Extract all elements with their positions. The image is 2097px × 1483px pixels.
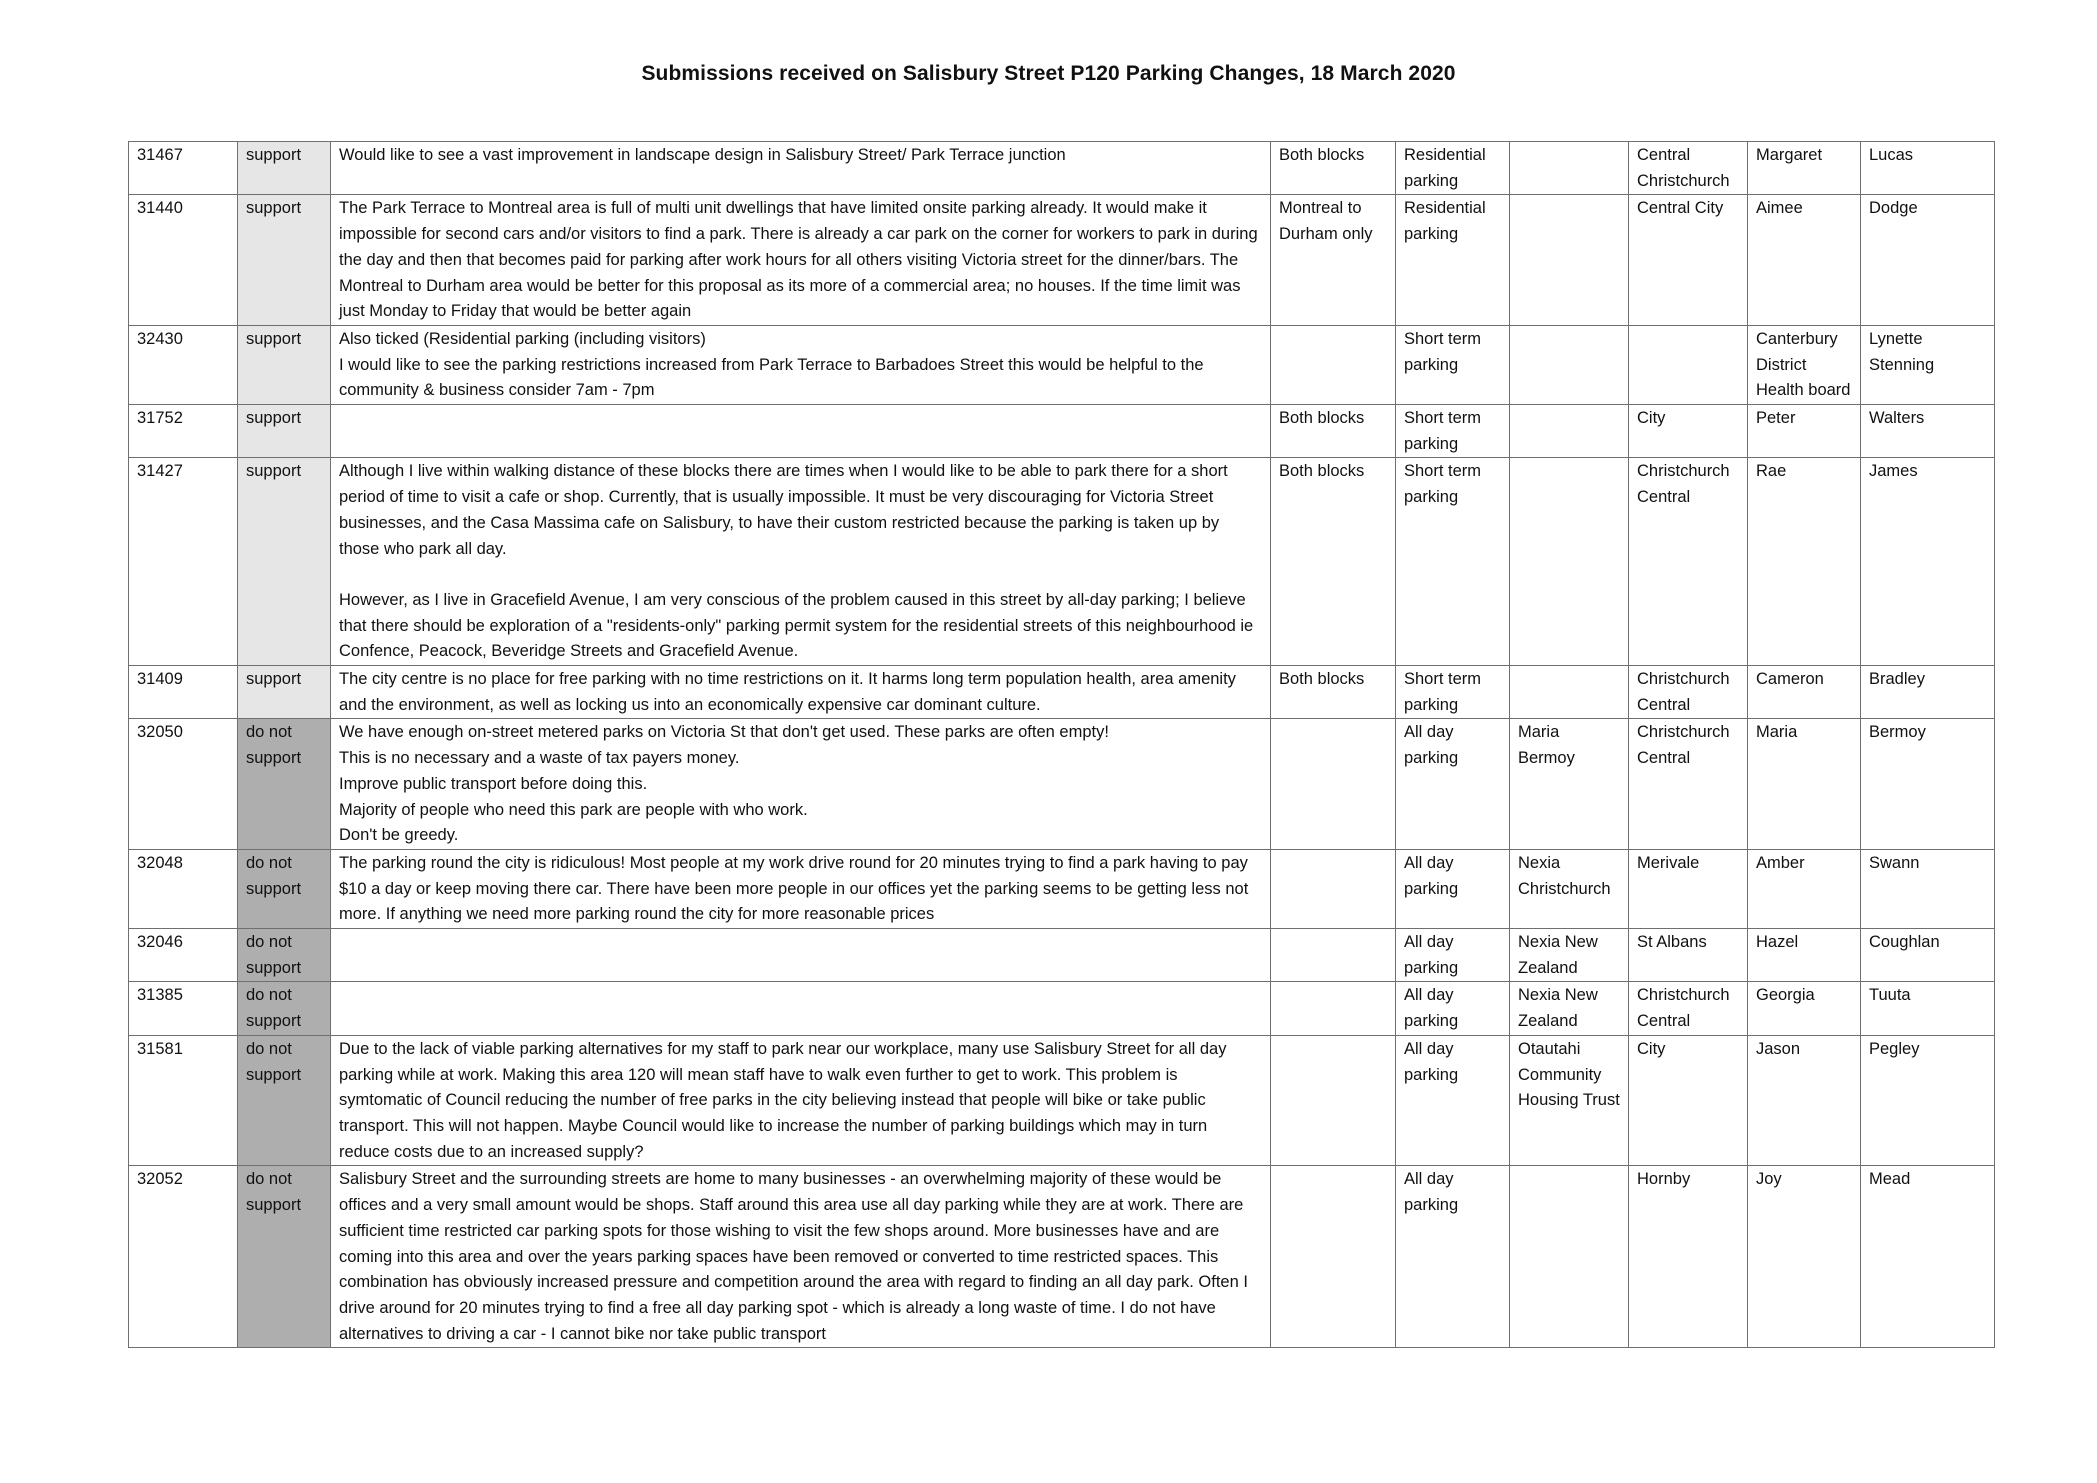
- parking-type-cell: All day parking: [1396, 929, 1510, 982]
- area-cell: Christchurch Central: [1629, 458, 1748, 666]
- support-status-cell: support: [238, 325, 331, 404]
- last-name-cell: Pegley: [1861, 1035, 1995, 1166]
- comment-paragraph: I would like to see the parking restrictions increased from Park Terrace to Barbadoes Street this would be helpful to the community & business consider 7am - 7pm: [339, 355, 1204, 400]
- area-cell: Merivale: [1629, 849, 1748, 928]
- table-row: [129, 458, 1995, 666]
- first-name-cell: Joy: [1748, 1166, 1861, 1348]
- submission-id-cell: 31440: [129, 195, 238, 326]
- parking-type-cell: Short term parking: [1396, 666, 1510, 719]
- blocks-cell: [1271, 1166, 1396, 1348]
- comment-paragraph: Would like to see a vast improvement in landscape design in Salisbury Street/ Park Terrace junction: [339, 146, 1066, 164]
- table-row: [129, 142, 1995, 195]
- blocks-cell: [1271, 982, 1396, 1035]
- submission-id-cell: 32048: [129, 849, 238, 928]
- organisation-cell: [1510, 458, 1629, 666]
- area-cell: Hornby: [1629, 1166, 1748, 1348]
- parking-type-cell: All day parking: [1396, 719, 1510, 850]
- submission-id-cell: 31409: [129, 666, 238, 719]
- submission-id-cell: 32046: [129, 929, 238, 982]
- table-row: [129, 325, 1995, 404]
- blocks-cell: Montreal to Durham only: [1271, 195, 1396, 326]
- comment-cell: [331, 458, 1271, 666]
- last-name-cell: Walters: [1861, 405, 1995, 458]
- support-status-cell: do not support: [238, 849, 331, 928]
- organisation-cell: Nexia Christchurch: [1510, 849, 1629, 928]
- area-cell: Central City: [1629, 195, 1748, 326]
- comment-paragraph: [339, 562, 1262, 588]
- area-cell: City: [1629, 405, 1748, 458]
- parking-type-cell: Short term parking: [1396, 325, 1510, 404]
- submission-id-cell: 32430: [129, 325, 238, 404]
- blocks-cell: [1271, 929, 1396, 982]
- organisation-cell: [1510, 195, 1629, 326]
- submission-id-cell: 31752: [129, 405, 238, 458]
- first-name-cell: Canterbury District Health board: [1748, 325, 1861, 404]
- comment-cell: [331, 666, 1271, 719]
- comment-paragraph: The Park Terrace to Montreal area is full of multi unit dwellings that have limited onsite parking already. It would make it impossible for second cars and/or visitors to find a park. There is already a car park on the corner for workers to park in during the day and then that becomes paid for parking after work hours for all others visiting Victoria street for the dinner/bars. The Montreal to Durham area would be better for this proposal as its more of a commercial area; no houses. If the time limit was just Monday to Friday that would be better again: [339, 199, 1258, 321]
- first-name-cell: Aimee: [1748, 195, 1861, 326]
- parking-type-cell: All day parking: [1396, 1166, 1510, 1348]
- support-status-cell: do not support: [238, 1166, 331, 1348]
- organisation-cell: [1510, 142, 1629, 195]
- comment-paragraph: We have enough on-street metered parks on Victoria St that don't get used. These parks are often empty!: [339, 723, 1109, 742]
- comment-paragraph: This is no necessary and a waste of tax payers money.: [339, 749, 740, 768]
- comment-cell: [331, 195, 1271, 326]
- support-status-cell: do not support: [238, 1035, 331, 1166]
- support-status-cell: support: [238, 142, 331, 195]
- support-status-cell: support: [238, 195, 331, 326]
- parking-type-cell: Short term parking: [1396, 458, 1510, 666]
- first-name-cell: Hazel: [1748, 929, 1861, 982]
- comment-cell: [331, 849, 1271, 928]
- organisation-cell: Nexia New Zealand: [1510, 929, 1629, 982]
- table-row: [129, 1035, 1995, 1166]
- last-name-cell: Tuuta: [1861, 982, 1995, 1035]
- last-name-cell: Mead: [1861, 1166, 1995, 1348]
- last-name-cell: Coughlan: [1861, 929, 1995, 982]
- blocks-cell: [1271, 719, 1396, 850]
- comment-paragraph: Due to the lack of viable parking alternatives for my staff to park near our workplace, many use Salisbury Street for all day parking while at work. Making this area 120 will mean staff have to walk even further to get to work. This problem is symtomatic of Council reducing the number of free parks in the city believing instead that people will bike or take public transport. This will not happen. Maybe Council would like to increase the number of parking buildings which may in turn reduce costs due to an increased supply?: [339, 1039, 1227, 1161]
- comment-paragraph: The parking round the city is ridiculous! Most people at my work drive round for 20 minutes trying to find a park having to pay $10 a day or keep moving there car. There have been more people in our offices yet the parking seems to be getting less not more. If anything we need more parking round the city for more reasonable prices: [339, 853, 1249, 924]
- blocks-cell: Both blocks: [1271, 666, 1396, 719]
- comment-paragraph: However, as I live in Gracefield Avenue, I am very conscious of the problem caused in this street by all-day parking; I believe that there should be exploration of a "residents-only" parking permit system for the residential streets of this neighbourhood ie Confence, Peacock, Beveridge Streets and Gracefield Avenue.: [339, 590, 1254, 661]
- blocks-cell: Both blocks: [1271, 142, 1396, 195]
- organisation-cell: [1510, 666, 1629, 719]
- blocks-cell: Both blocks: [1271, 458, 1396, 666]
- table-row: [129, 982, 1995, 1035]
- parking-type-cell: Residential parking: [1396, 195, 1510, 326]
- first-name-cell: Rae: [1748, 458, 1861, 666]
- blocks-cell: [1271, 849, 1396, 928]
- first-name-cell: Amber: [1748, 849, 1861, 928]
- submission-id-cell: 31385: [129, 982, 238, 1035]
- first-name-cell: Georgia: [1748, 982, 1861, 1035]
- support-status-cell: do not support: [238, 719, 331, 850]
- page-title: Submissions received on Salisbury Street P120 Parking Changes, 18 March 2020: [641, 62, 1456, 85]
- organisation-cell: Maria Bermoy: [1510, 719, 1629, 850]
- comment-paragraph: Majority of people who need this park are people with who work.: [339, 800, 808, 819]
- parking-type-cell: All day parking: [1396, 1035, 1510, 1166]
- comment-cell: [331, 1166, 1271, 1348]
- submissions-table-body: [129, 142, 1995, 1348]
- blocks-cell: [1271, 325, 1396, 404]
- last-name-cell: Bradley: [1861, 666, 1995, 719]
- comment-cell: [331, 142, 1271, 195]
- table-row: [129, 849, 1995, 928]
- comment-paragraph: Also ticked (Residential parking (including visitors): [339, 329, 706, 348]
- support-status-cell: support: [238, 405, 331, 458]
- organisation-cell: [1510, 325, 1629, 404]
- first-name-cell: Margaret: [1748, 142, 1861, 195]
- table-row: [129, 929, 1995, 982]
- blocks-cell: Both blocks: [1271, 405, 1396, 458]
- area-cell: Christchurch Central: [1629, 719, 1748, 850]
- comment-paragraph: Salisbury Street and the surrounding streets are home to many businesses - an overwhelming majority of these would be offices and a very small amount would be shops. Staff around this area use all day parking while they are at work. There are sufficient time restricted car parking spots for those wishing to visit the few shops around. More businesses have and are coming into this area and over the years parking spaces have been removed or converted to time restricted spaces. This combination has obviously increased pressure and competition around the area with regard to finding an all day park. Often I drive around for 20 minutes trying to find a free all day parking spot - which is already a long waste of time. I do not have alternatives to driving a car - I cannot bike nor take public transport: [339, 1170, 1248, 1343]
- parking-type-cell: All day parking: [1396, 982, 1510, 1035]
- table-row: [129, 405, 1995, 458]
- support-status-cell: do not support: [238, 982, 331, 1035]
- table-row: [129, 719, 1995, 850]
- submission-id-cell: 31581: [129, 1035, 238, 1166]
- organisation-cell: Nexia New Zealand: [1510, 982, 1629, 1035]
- last-name-cell: Lynette Stenning: [1861, 325, 1995, 404]
- parking-type-cell: Short term parking: [1396, 405, 1510, 458]
- submissions-table: [128, 141, 1995, 1348]
- support-status-cell: support: [238, 458, 331, 666]
- first-name-cell: Peter: [1748, 405, 1861, 458]
- submission-id-cell: 31427: [129, 458, 238, 666]
- last-name-cell: Swann: [1861, 849, 1995, 928]
- comment-cell: [331, 325, 1271, 404]
- organisation-cell: [1510, 405, 1629, 458]
- area-cell: [1629, 325, 1748, 404]
- comment-cell: [331, 929, 1271, 982]
- comment-paragraph: Although I live within walking distance of these blocks there are times when I would like to be able to park there for a short period of time to visit a cafe or shop. Currently, that is usually impossible. It must be very discouraging for Victoria Street businesses, and the Casa Massima cafe on Salisbury, to have their custom restricted because the parking is taken up by those who park all day.: [339, 462, 1228, 558]
- submission-id-cell: 32052: [129, 1166, 238, 1348]
- comment-cell: [331, 405, 1271, 458]
- table-row: [129, 195, 1995, 326]
- comment-paragraph: The city centre is no place for free parking with no time restrictions on it. It harms long term population health, area amenity and the environment, as well as locking us into an economically expensive car dominant culture.: [339, 670, 1236, 714]
- area-cell: St Albans: [1629, 929, 1748, 982]
- submission-id-cell: 31467: [129, 142, 238, 195]
- organisation-cell: [1510, 1166, 1629, 1348]
- last-name-cell: Bermoy: [1861, 719, 1995, 850]
- blocks-cell: [1271, 1035, 1396, 1166]
- parking-type-cell: All day parking: [1396, 849, 1510, 928]
- last-name-cell: James: [1861, 458, 1995, 666]
- comment-cell: [331, 982, 1271, 1035]
- comment-paragraph: Improve public transport before doing this.: [339, 774, 648, 793]
- area-cell: Christchurch Central: [1629, 666, 1748, 719]
- submission-id-cell: 32050: [129, 719, 238, 850]
- last-name-cell: Lucas: [1861, 142, 1995, 195]
- area-cell: Christchurch Central: [1629, 982, 1748, 1035]
- first-name-cell: Cameron: [1748, 666, 1861, 719]
- last-name-cell: Dodge: [1861, 195, 1995, 326]
- table-row: [129, 1166, 1995, 1348]
- first-name-cell: Maria: [1748, 719, 1861, 850]
- support-status-cell: support: [238, 666, 331, 719]
- organisation-cell: Otautahi Community Housing Trust: [1510, 1035, 1629, 1166]
- parking-type-cell: Residential parking: [1396, 142, 1510, 195]
- area-cell: Central Christchurch: [1629, 142, 1748, 195]
- comment-paragraph: Don't be greedy.: [339, 826, 459, 845]
- comment-cell: [331, 1035, 1271, 1166]
- first-name-cell: Jason: [1748, 1035, 1861, 1166]
- comment-cell: [331, 719, 1271, 850]
- area-cell: City: [1629, 1035, 1748, 1166]
- support-status-cell: do not support: [238, 929, 331, 982]
- table-row: [129, 666, 1995, 719]
